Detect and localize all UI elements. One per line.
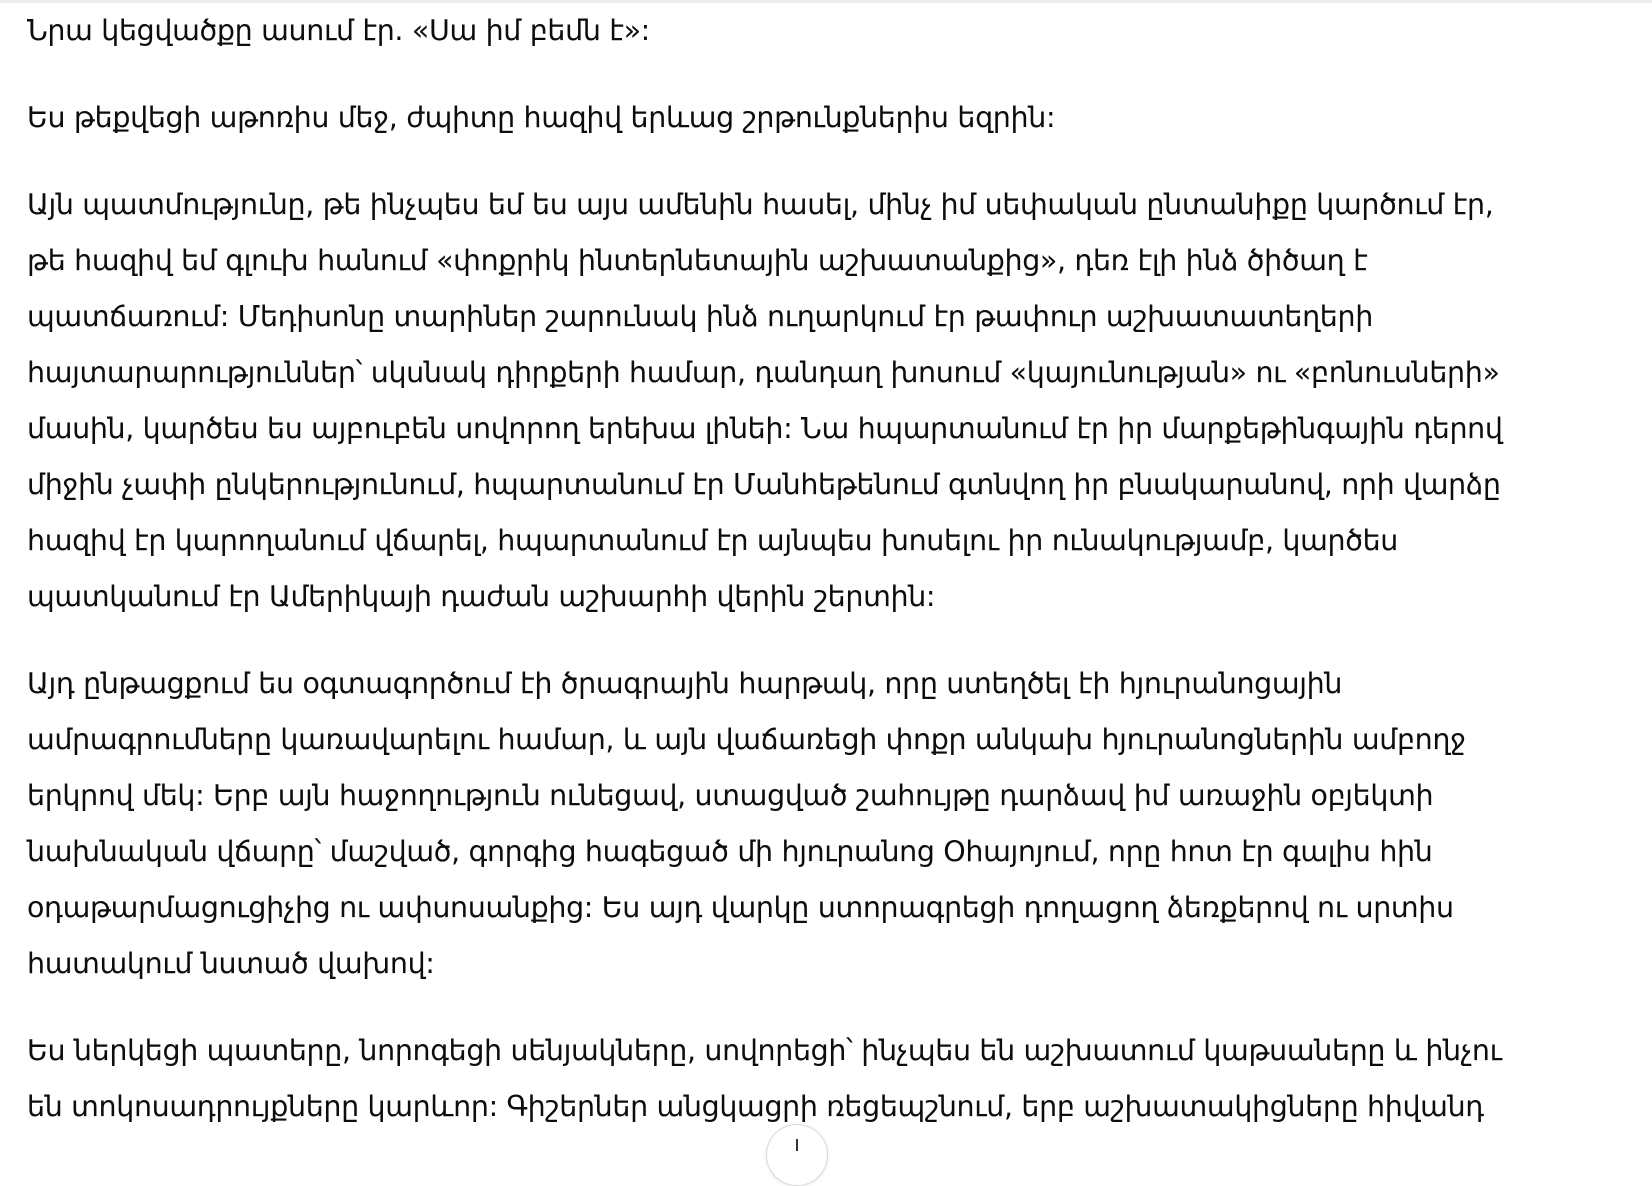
text-line: Այդ ընթացքում ես օգտագործում էի ծրագրային հարթակ, որը ստեղծել էի հյուրանոցային <box>27 667 1343 700</box>
arrow-down-icon <box>796 1139 798 1151</box>
scroll-to-bottom-button[interactable] <box>766 1124 828 1186</box>
paragraph <box>27 1023 1587 1135</box>
text-line: են տոկոսադրույքները կարևոր: Գիշերներ անցկացրի ռեցեպշնում, երբ աշխատակիցները հիվանդ <box>27 1090 1484 1123</box>
text-line: ամրագրումները կառավարելու համար, և այն վաճառեցի փոքր անկախ հյուրանոցներին ամբողջ <box>27 723 1466 756</box>
paragraph <box>27 90 1587 146</box>
text-line: նախնական վճարը՝ մաշված, գորգից հագեցած մի հյուրանոց Օհայոյում, որը հոտ էր գալիս հին <box>27 835 1433 868</box>
text-line: միջին չափի ընկերությունում, հպարտանում էր Մանհեթենում գտնվող իր բնակարանով, որի վարձը <box>27 468 1501 501</box>
text-line: մասին, կարծես ես այբուբեն սովորող երեխա լինեի: Նա հպարտանում էր իր մարքեթինգային դերով <box>27 412 1503 445</box>
text-line: պատկանում էր Ամերիկայի դաժան աշխարհի վերին շերտին: <box>27 580 936 613</box>
text-line: օդաթարմացուցիչից ու ափսոսանքից: Ես այդ վարկը ստորագրեցի դողացող ձեռքերով ու սրտիս <box>27 891 1454 924</box>
text-line: թե հազիվ եմ գլուխ հանում «փոքրիկ ինտերնետային աշխատանքից», դեռ էլի ինձ ծիծաղ է <box>27 244 1368 277</box>
paragraph <box>27 656 1587 992</box>
text-line: պատճառում: Մեդիսոնը տարիներ շարունակ ինձ ուղարկում էր թափուր աշխատատեղերի <box>27 300 1373 333</box>
text-line: հատակում նստած վախով: <box>27 947 435 980</box>
text-line: Այն պատմությունը, թե ինչպես եմ ես այս ամենին հասել, մինչ իմ սեփական ընտանիքը կարծում էր, <box>27 188 1494 221</box>
paragraph <box>27 3 1587 59</box>
text-line: հազիվ էր կարողանում վճարել, հպարտանում էր այնպես խոսելու իր ունակությամբ, կարծես <box>27 524 1399 557</box>
paragraph <box>27 177 1587 625</box>
text-line: երկրով մեկ: Երբ այն հաջողություն ունեցավ, ստացված շահույթը դարձավ իմ առաջին օբյեկտի <box>27 779 1434 812</box>
text-line: հայտարարություններ՝ սկսնակ դիրքերի համար, դանդաղ խոսում «կայունության» ու «բոնուսների» <box>27 356 1500 389</box>
text-line: Նրա կեցվածքը ասում էր. «Սա իմ բեմն է»: <box>27 14 650 47</box>
text-line: Ես թեքվեցի աթոռիս մեջ, ժպիտը հազիվ երևաց շրթունքներիս եզրին: <box>27 101 1056 134</box>
text-line: Ես ներկեցի պատերը, նորոգեցի սենյակները, սովորեցի՝ ինչպես են աշխատում կաթսաները և ինչու <box>27 1034 1502 1067</box>
document-body <box>27 0 1587 1135</box>
